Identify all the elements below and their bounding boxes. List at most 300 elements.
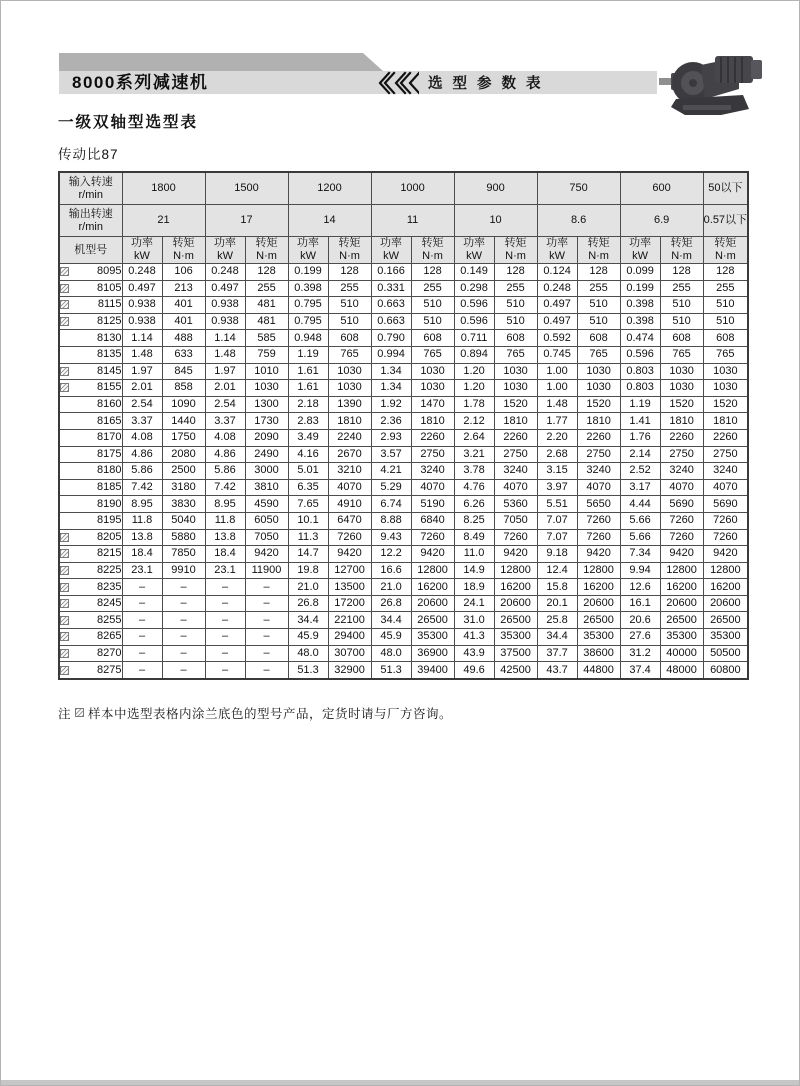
value-cell: 42500 xyxy=(494,662,537,679)
output-speed-label: 输出转速 r/min xyxy=(59,205,122,237)
value-cell: 2750 xyxy=(577,446,620,463)
value-cell: 1030 xyxy=(494,380,537,397)
value-cell: 10.1 xyxy=(288,512,328,529)
value-cell: 510 xyxy=(660,297,703,314)
value-cell: 765 xyxy=(328,346,371,363)
param-table-title: 选型参数表 xyxy=(428,76,551,92)
value-cell: 2.54 xyxy=(205,396,245,413)
model-cell xyxy=(59,429,122,446)
value-cell: 9420 xyxy=(494,546,537,563)
power-column-label: 功率 kW xyxy=(537,237,577,264)
model-number: 8180 xyxy=(97,464,122,477)
table-row xyxy=(59,446,748,463)
section-title: 一级双轴型选型表 xyxy=(58,114,199,131)
value-cell: 1.97 xyxy=(205,363,245,380)
value-cell: 9420 xyxy=(577,546,620,563)
model-cell xyxy=(59,446,122,463)
value-cell: 0.497 xyxy=(122,280,162,297)
value-cell: 3240 xyxy=(703,463,748,480)
value-cell: 510 xyxy=(494,313,537,330)
model-cell xyxy=(59,463,122,480)
value-cell: 2.54 xyxy=(122,396,162,413)
value-cell: 0.938 xyxy=(205,313,245,330)
output-speed-value: 6.9 xyxy=(620,205,703,237)
value-cell: 13.8 xyxy=(122,529,162,546)
value-cell: 765 xyxy=(660,346,703,363)
table-row xyxy=(59,529,748,546)
table-row xyxy=(59,629,748,646)
value-cell: 2.52 xyxy=(620,463,660,480)
value-cell: 34.4 xyxy=(371,612,411,629)
value-cell: 510 xyxy=(328,313,371,330)
value-cell: 759 xyxy=(245,346,288,363)
value-cell: 6.35 xyxy=(288,479,328,496)
value-cell: 213 xyxy=(162,280,205,297)
value-cell: 14.9 xyxy=(454,562,494,579)
value-cell: 765 xyxy=(703,346,748,363)
value-cell: 11.0 xyxy=(454,546,494,563)
model-number: 8125 xyxy=(97,315,122,328)
value-cell: 1390 xyxy=(328,396,371,413)
value-cell: 16200 xyxy=(411,579,454,596)
value-cell: 13500 xyxy=(328,579,371,596)
shaded-model-icon xyxy=(60,666,69,675)
value-cell: 255 xyxy=(577,280,620,297)
value-cell: 1030 xyxy=(660,380,703,397)
output-speed-value: 0.57以下 xyxy=(703,205,748,237)
header-row-input-speed xyxy=(59,172,748,205)
value-cell: – xyxy=(162,612,205,629)
power-column-label: 功率 kW xyxy=(620,237,660,264)
value-cell: 34.4 xyxy=(537,629,577,646)
input-speed-value: 1200 xyxy=(288,172,371,205)
output-speed-value: 14 xyxy=(288,205,371,237)
value-cell: 18.4 xyxy=(122,546,162,563)
value-cell: – xyxy=(205,579,245,596)
value-cell: 8.95 xyxy=(205,496,245,513)
value-cell: 7260 xyxy=(411,529,454,546)
shaded-model-icon xyxy=(60,632,69,641)
value-cell: 0.398 xyxy=(288,280,328,297)
value-cell: 0.124 xyxy=(537,264,577,281)
value-cell: 3810 xyxy=(245,479,288,496)
value-cell: 50500 xyxy=(703,645,748,662)
input-speed-label: 输入转速 r/min xyxy=(59,172,122,205)
value-cell: 4070 xyxy=(703,479,748,496)
value-cell: 40000 xyxy=(660,645,703,662)
value-cell: 1.48 xyxy=(537,396,577,413)
value-cell: 633 xyxy=(162,346,205,363)
value-cell: 5690 xyxy=(660,496,703,513)
value-cell: 36900 xyxy=(411,645,454,662)
value-cell: 2.64 xyxy=(454,429,494,446)
value-cell: 3210 xyxy=(328,463,371,480)
value-cell: 0.938 xyxy=(122,313,162,330)
value-cell: 13.8 xyxy=(205,529,245,546)
value-cell: 128 xyxy=(328,264,371,281)
value-cell: 0.474 xyxy=(620,330,660,347)
value-cell: 5360 xyxy=(494,496,537,513)
value-cell: 1.77 xyxy=(537,413,577,430)
table-row xyxy=(59,463,748,480)
model-cell xyxy=(59,512,122,529)
value-cell: 845 xyxy=(162,363,205,380)
value-cell: 2.68 xyxy=(537,446,577,463)
model-number: 8145 xyxy=(97,364,122,377)
value-cell: 5.66 xyxy=(620,529,660,546)
value-cell: 4.16 xyxy=(288,446,328,463)
param-title-group xyxy=(377,71,551,94)
value-cell: 37.4 xyxy=(620,662,660,679)
value-cell: 2240 xyxy=(328,429,371,446)
value-cell: 128 xyxy=(245,264,288,281)
value-cell: 2750 xyxy=(703,446,748,463)
input-speed-value: 1500 xyxy=(205,172,288,205)
table-row xyxy=(59,546,748,563)
value-cell: 12800 xyxy=(660,562,703,579)
torque-column-label: 转矩 N·m xyxy=(660,237,703,264)
table-row xyxy=(59,562,748,579)
value-cell: – xyxy=(122,662,162,679)
power-column-label: 功率 kW xyxy=(205,237,245,264)
value-cell: 48.0 xyxy=(288,645,328,662)
value-cell: 858 xyxy=(162,380,205,397)
value-cell: 0.398 xyxy=(620,313,660,330)
value-cell: 2260 xyxy=(703,429,748,446)
value-cell: – xyxy=(122,579,162,596)
table-row xyxy=(59,380,748,397)
value-cell: 4.76 xyxy=(454,479,494,496)
value-cell: 1810 xyxy=(577,413,620,430)
value-cell: 510 xyxy=(660,313,703,330)
value-cell: 401 xyxy=(162,313,205,330)
value-cell: 1.61 xyxy=(288,363,328,380)
value-cell: 16200 xyxy=(660,579,703,596)
value-cell: 1030 xyxy=(245,380,288,397)
model-number: 8095 xyxy=(97,265,122,278)
shaded-model-icon xyxy=(75,708,84,717)
input-speed-value: 900 xyxy=(454,172,537,205)
shaded-model-icon xyxy=(60,267,69,276)
value-cell: 48.0 xyxy=(371,645,411,662)
value-cell: 35300 xyxy=(703,629,748,646)
value-cell: 0.298 xyxy=(454,280,494,297)
value-cell: 48000 xyxy=(660,662,703,679)
value-cell: 9420 xyxy=(411,546,454,563)
value-cell: 20600 xyxy=(660,595,703,612)
table-row xyxy=(59,396,748,413)
value-cell: 1.76 xyxy=(620,429,660,446)
value-cell: 7.07 xyxy=(537,512,577,529)
value-cell: 7.34 xyxy=(620,546,660,563)
value-cell: 3240 xyxy=(660,463,703,480)
value-cell: 16200 xyxy=(703,579,748,596)
value-cell: 7260 xyxy=(577,512,620,529)
value-cell: 29400 xyxy=(328,629,371,646)
value-cell: 4.86 xyxy=(122,446,162,463)
value-cell: – xyxy=(245,595,288,612)
value-cell: 1030 xyxy=(328,380,371,397)
value-cell: 0.795 xyxy=(288,297,328,314)
value-cell: 7.07 xyxy=(537,529,577,546)
value-cell: 4590 xyxy=(245,496,288,513)
value-cell: – xyxy=(162,645,205,662)
table-row xyxy=(59,429,748,446)
value-cell: 0.745 xyxy=(537,346,577,363)
value-cell: 0.663 xyxy=(371,313,411,330)
value-cell: 3240 xyxy=(494,463,537,480)
value-cell: – xyxy=(245,645,288,662)
model-cell xyxy=(59,413,122,430)
value-cell: 765 xyxy=(411,346,454,363)
value-cell: 1.20 xyxy=(454,363,494,380)
value-cell: 3830 xyxy=(162,496,205,513)
value-cell: 7.65 xyxy=(288,496,328,513)
ratio-label: 传动比87 xyxy=(58,147,119,162)
output-speed-value: 10 xyxy=(454,205,537,237)
value-cell: 16200 xyxy=(577,579,620,596)
value-cell: 1.00 xyxy=(537,363,577,380)
value-cell: 510 xyxy=(703,297,748,314)
value-cell: 30700 xyxy=(328,645,371,662)
value-cell: – xyxy=(205,645,245,662)
value-cell: 1300 xyxy=(245,396,288,413)
value-cell: 1520 xyxy=(660,396,703,413)
value-cell: 11900 xyxy=(245,562,288,579)
value-cell: 510 xyxy=(411,313,454,330)
value-cell: 3.78 xyxy=(454,463,494,480)
value-cell: 6840 xyxy=(411,512,454,529)
torque-column-label: 转矩 N·m xyxy=(577,237,620,264)
value-cell: – xyxy=(205,595,245,612)
value-cell: 26500 xyxy=(577,612,620,629)
value-cell: – xyxy=(162,662,205,679)
value-cell: 1030 xyxy=(703,363,748,380)
value-cell: 37500 xyxy=(494,645,537,662)
shaded-model-icon xyxy=(60,383,69,392)
model-cell xyxy=(59,264,122,281)
value-cell: – xyxy=(162,595,205,612)
value-cell: 608 xyxy=(411,330,454,347)
value-cell: 11.8 xyxy=(122,512,162,529)
input-speed-value: 600 xyxy=(620,172,703,205)
value-cell: 7260 xyxy=(328,529,371,546)
value-cell: 3.97 xyxy=(537,479,577,496)
value-cell: 0.596 xyxy=(454,313,494,330)
value-cell: 1470 xyxy=(411,396,454,413)
value-cell: – xyxy=(245,579,288,596)
model-number: 8255 xyxy=(97,613,122,626)
shaded-model-icon xyxy=(60,284,69,293)
value-cell: 608 xyxy=(703,330,748,347)
power-column-label: 功率 kW xyxy=(371,237,411,264)
value-cell: 5.51 xyxy=(537,496,577,513)
model-cell xyxy=(59,645,122,662)
output-speed-value: 8.6 xyxy=(537,205,620,237)
footnote-text: 样本中选型表格内涂兰底色的型号产品，定货时请与厂方咨询。 xyxy=(88,706,453,721)
value-cell: 2.01 xyxy=(122,380,162,397)
value-cell: 9.94 xyxy=(620,562,660,579)
value-cell: 488 xyxy=(162,330,205,347)
value-cell: 4910 xyxy=(328,496,371,513)
value-cell: 1030 xyxy=(494,363,537,380)
value-cell: 510 xyxy=(494,297,537,314)
table-row xyxy=(59,330,748,347)
value-cell: – xyxy=(122,595,162,612)
model-cell xyxy=(59,280,122,297)
value-cell: 7260 xyxy=(494,529,537,546)
input-speed-value: 1000 xyxy=(371,172,454,205)
table-row xyxy=(59,297,748,314)
value-cell: 9910 xyxy=(162,562,205,579)
value-cell: 0.803 xyxy=(620,363,660,380)
value-cell: 37.7 xyxy=(537,645,577,662)
value-cell: 128 xyxy=(494,264,537,281)
shaded-model-icon xyxy=(60,317,69,326)
value-cell: 6470 xyxy=(328,512,371,529)
value-cell: 3.15 xyxy=(537,463,577,480)
value-cell: 1810 xyxy=(660,413,703,430)
value-cell: 4.08 xyxy=(205,429,245,446)
value-cell: 0.497 xyxy=(537,297,577,314)
value-cell: 3.21 xyxy=(454,446,494,463)
value-cell: 18.4 xyxy=(205,546,245,563)
shaded-model-icon xyxy=(60,300,69,309)
value-cell: 7050 xyxy=(494,512,537,529)
model-cell xyxy=(59,363,122,380)
power-column-label: 功率 kW xyxy=(288,237,328,264)
value-cell: 2090 xyxy=(245,429,288,446)
value-cell: 2260 xyxy=(411,429,454,446)
value-cell: 22100 xyxy=(328,612,371,629)
value-cell: 9420 xyxy=(703,546,748,563)
value-cell: – xyxy=(205,629,245,646)
value-cell: 0.938 xyxy=(122,297,162,314)
table-row xyxy=(59,363,748,380)
model-cell xyxy=(59,529,122,546)
value-cell: 1810 xyxy=(328,413,371,430)
value-cell: 20600 xyxy=(703,595,748,612)
value-cell: 12800 xyxy=(411,562,454,579)
value-cell: 25.8 xyxy=(537,612,577,629)
model-number: 8160 xyxy=(97,398,122,411)
footnote xyxy=(58,704,452,722)
output-speed-value: 17 xyxy=(205,205,288,237)
value-cell: 7260 xyxy=(577,529,620,546)
value-cell: – xyxy=(245,612,288,629)
model-cell xyxy=(59,396,122,413)
value-cell: 44800 xyxy=(577,662,620,679)
value-cell: 7260 xyxy=(660,512,703,529)
footnote-prefix: 注 xyxy=(58,706,72,721)
value-cell: 1440 xyxy=(162,413,205,430)
value-cell: 3.57 xyxy=(371,446,411,463)
value-cell: 20600 xyxy=(411,595,454,612)
value-cell: 608 xyxy=(577,330,620,347)
value-cell: 128 xyxy=(411,264,454,281)
value-cell: 0.199 xyxy=(620,280,660,297)
value-cell: 7260 xyxy=(660,529,703,546)
torque-column-label: 转矩 N·m xyxy=(703,237,748,264)
value-cell: 1.14 xyxy=(122,330,162,347)
value-cell: – xyxy=(245,629,288,646)
input-speed-value: 50以下 xyxy=(703,172,748,205)
value-cell: 0.248 xyxy=(537,280,577,297)
value-cell: 2750 xyxy=(494,446,537,463)
value-cell: 15.8 xyxy=(537,579,577,596)
value-cell: 5.66 xyxy=(620,512,660,529)
value-cell: 1810 xyxy=(494,413,537,430)
selection-table xyxy=(58,171,749,680)
value-cell: – xyxy=(162,579,205,596)
input-speed-value: 750 xyxy=(537,172,620,205)
value-cell: 1.00 xyxy=(537,380,577,397)
shaded-model-icon xyxy=(60,566,69,575)
value-cell: 5.86 xyxy=(122,463,162,480)
value-cell: 7260 xyxy=(703,512,748,529)
value-cell: 11.3 xyxy=(288,529,328,546)
value-cell: 16.1 xyxy=(620,595,660,612)
model-number: 8270 xyxy=(97,646,122,659)
value-cell: 1090 xyxy=(162,396,205,413)
value-cell: 12700 xyxy=(328,562,371,579)
model-cell xyxy=(59,546,122,563)
value-cell: 1030 xyxy=(328,363,371,380)
value-cell: 35300 xyxy=(577,629,620,646)
model-number: 8245 xyxy=(97,597,122,610)
table-row xyxy=(59,612,748,629)
value-cell: 0.166 xyxy=(371,264,411,281)
output-speed-value: 11 xyxy=(371,205,454,237)
value-cell: 7050 xyxy=(245,529,288,546)
value-cell: 2.83 xyxy=(288,413,328,430)
value-cell: 608 xyxy=(328,330,371,347)
value-cell: 43.7 xyxy=(537,662,577,679)
model-cell xyxy=(59,496,122,513)
value-cell: 2260 xyxy=(494,429,537,446)
value-cell: 6050 xyxy=(245,512,288,529)
page-bottom-strip xyxy=(1,1080,799,1085)
power-column-label: 功率 kW xyxy=(122,237,162,264)
value-cell: 4.86 xyxy=(205,446,245,463)
value-cell: 0.331 xyxy=(371,280,411,297)
value-cell: 19.8 xyxy=(288,562,328,579)
input-speed-value: 1800 xyxy=(122,172,205,205)
value-cell: 27.6 xyxy=(620,629,660,646)
chevrons-icon xyxy=(377,71,419,95)
value-cell: 26.8 xyxy=(371,595,411,612)
model-number: 8170 xyxy=(97,431,122,444)
value-cell: 0.795 xyxy=(288,313,328,330)
gear-reducer-photo xyxy=(659,45,769,125)
value-cell: 0.894 xyxy=(454,346,494,363)
value-cell: 1030 xyxy=(411,380,454,397)
model-cell xyxy=(59,562,122,579)
value-cell: 3.37 xyxy=(122,413,162,430)
value-cell: 2750 xyxy=(660,446,703,463)
value-cell: – xyxy=(205,612,245,629)
model-cell xyxy=(59,479,122,496)
value-cell: 20.6 xyxy=(620,612,660,629)
value-cell: 608 xyxy=(660,330,703,347)
model-cell xyxy=(59,346,122,363)
value-cell: 106 xyxy=(162,264,205,281)
shaded-model-icon xyxy=(60,533,69,542)
value-cell: 45.9 xyxy=(371,629,411,646)
value-cell: 1730 xyxy=(245,413,288,430)
value-cell: 0.199 xyxy=(288,264,328,281)
value-cell: 51.3 xyxy=(371,662,411,679)
